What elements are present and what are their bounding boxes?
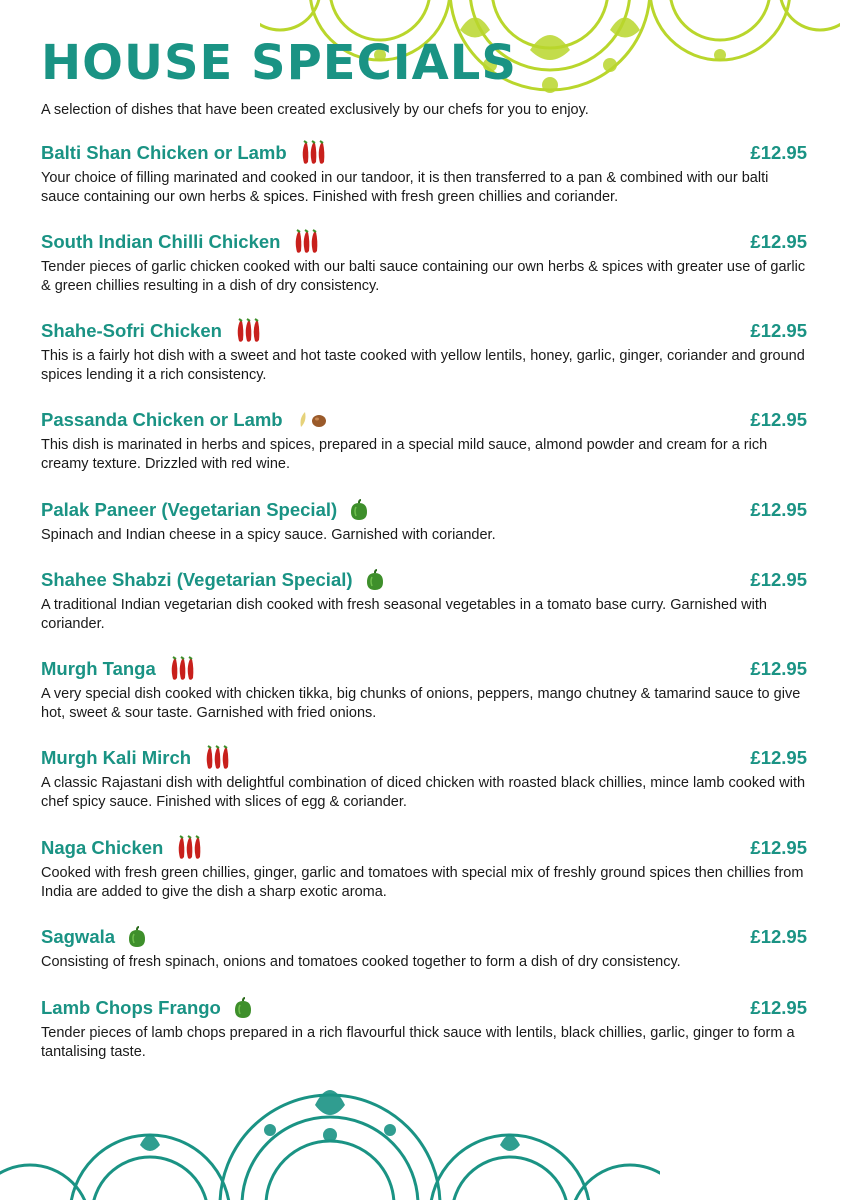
dish-name-group xyxy=(41,409,329,431)
vegetarian-icon xyxy=(233,997,253,1019)
dish-name-group xyxy=(41,140,329,166)
menu-item xyxy=(41,140,807,207)
dish-price: £12.95 xyxy=(750,747,807,768)
dish-price: £12.95 xyxy=(750,320,807,341)
mandala-bottom-decoration xyxy=(0,1075,660,1200)
dish-price: £12.95 xyxy=(750,926,807,947)
dish-name: Naga Chicken xyxy=(41,837,164,858)
dish-description: Tender pieces of lamb chops prepared in a rich flavourful thick sauce with lentils, black chillies, garlic, ginger to form a tantalising taste. xyxy=(41,1025,795,1060)
menu-item-header xyxy=(41,229,807,255)
menu-item xyxy=(41,497,807,545)
dish-description: Your choice of filling marinated and cooked in our tandoor, it is then transferred to a pan & combined with our balti sauce containing our own herbs & spices. Finished with fresh green chillies and coriander. xyxy=(41,170,769,205)
vegetarian-icon xyxy=(349,499,369,521)
dish-name: Shahe-Sofri Chicken xyxy=(41,320,222,341)
dish-name: Sagwala xyxy=(41,926,116,947)
menu-item xyxy=(41,924,807,972)
menu-item-header xyxy=(41,656,807,682)
dish-name-group xyxy=(41,997,253,1019)
dish-name-group xyxy=(41,318,264,344)
vegetarian-icon xyxy=(365,569,385,591)
dish-name: Balti Shan Chicken or Lamb xyxy=(41,142,287,163)
dish-price: £12.95 xyxy=(750,231,807,252)
menu-item xyxy=(41,407,807,474)
chilli-icon xyxy=(234,318,264,344)
dish-name-group xyxy=(41,569,385,591)
dish-name: Shahee Shabzi (Vegetarian Special) xyxy=(41,569,353,590)
dish-name: Lamb Chops Frango xyxy=(41,997,221,1018)
menu-item xyxy=(41,745,807,812)
dish-price: £12.95 xyxy=(750,997,807,1018)
dish-name-group xyxy=(41,229,322,255)
menu-item-header xyxy=(41,407,807,433)
chilli-icon xyxy=(203,745,233,771)
dish-name: Murgh Tanga xyxy=(41,658,156,679)
menu-item xyxy=(41,835,807,902)
menu-item xyxy=(41,656,807,723)
menu-item xyxy=(41,318,807,385)
dish-name: Passanda Chicken or Lamb xyxy=(41,409,283,430)
dish-name-group xyxy=(41,499,369,521)
menu-item xyxy=(41,229,807,296)
chilli-icon xyxy=(299,140,329,166)
dish-description: Tender pieces of garlic chicken cooked with our balti sauce containing our own herbs & spices with greater use of garlic & green chillies resulting in a dish of dry consistency. xyxy=(41,259,806,294)
dish-description: This is a fairly hot dish with a sweet and hot taste cooked with yellow lentils, honey, garlic, ginger, coriander and ground spices lending it a rich consistency. xyxy=(41,348,805,383)
dish-name: Murgh Kali Mirch xyxy=(41,747,192,768)
dish-price: £12.95 xyxy=(750,837,807,858)
page-title: HOUSE SPECIALS xyxy=(41,35,517,91)
dish-name-group xyxy=(41,926,147,948)
menu-item-header xyxy=(41,318,807,344)
vegetarian-icon xyxy=(127,926,147,948)
dish-name: Palak Paneer (Vegetarian Special) xyxy=(41,499,338,520)
intro-text: A selection of dishes that have been created exclusively by our chefs for you to enjoy. xyxy=(41,102,589,118)
dish-price: £12.95 xyxy=(750,499,807,520)
dish-price: £12.95 xyxy=(750,409,807,430)
chilli-icon xyxy=(168,656,198,682)
chilli-icon xyxy=(292,229,322,255)
menu-item-header xyxy=(41,140,807,166)
menu-item-header xyxy=(41,567,807,593)
menu-item-header xyxy=(41,745,807,771)
dish-description: A traditional Indian vegetarian dish cooked with fresh seasonal vegetables in a tomato base curry. Garnished with coriander. xyxy=(41,597,767,632)
menu-item-header xyxy=(41,835,807,861)
dish-price: £12.95 xyxy=(750,142,807,163)
dish-description: Spinach and Indian cheese in a spicy sauce. Garnished with coriander. xyxy=(41,527,496,543)
dish-name-group xyxy=(41,656,198,682)
menu-item-header xyxy=(41,924,807,950)
chilli-icon xyxy=(175,835,205,861)
dish-price: £12.95 xyxy=(750,569,807,590)
menu-item-header xyxy=(41,497,807,523)
dish-name-group xyxy=(41,835,205,861)
menu-item-header xyxy=(41,995,807,1021)
dish-price: £12.95 xyxy=(750,658,807,679)
dish-description: This dish is marinated in herbs and spices, prepared in a special mild sauce, almond powder and cream for a rich creamy texture. Drizzled with red wine. xyxy=(41,437,768,472)
dish-name: South Indian Chilli Chicken xyxy=(41,231,281,252)
dish-description: Cooked with fresh green chillies, ginger, garlic and tomatoes with special mix of freshly ground spices then chillies from India are added to give the dish a sharp exotic aroma. xyxy=(41,865,804,900)
dish-name-group xyxy=(41,745,233,771)
menu-item xyxy=(41,995,807,1062)
dish-description: Consisting of fresh spinach, onions and tomatoes cooked together to form a dish of dry consistency. xyxy=(41,954,681,970)
dish-description: A very special dish cooked with chicken tikka, big chunks of onions, peppers, mango chutney & tamarind sauce to give hot, sweet & sour taste. Garnished with fried onions. xyxy=(41,686,801,721)
dish-description: A classic Rajastani dish with delightful combination of diced chicken with roasted black chillies, mince lamb cooked with chef spicy sauce. Finished with slices of egg & coriander. xyxy=(41,775,806,810)
nut-icon xyxy=(295,410,329,430)
menu-page xyxy=(0,0,848,119)
menu-item xyxy=(41,567,807,634)
